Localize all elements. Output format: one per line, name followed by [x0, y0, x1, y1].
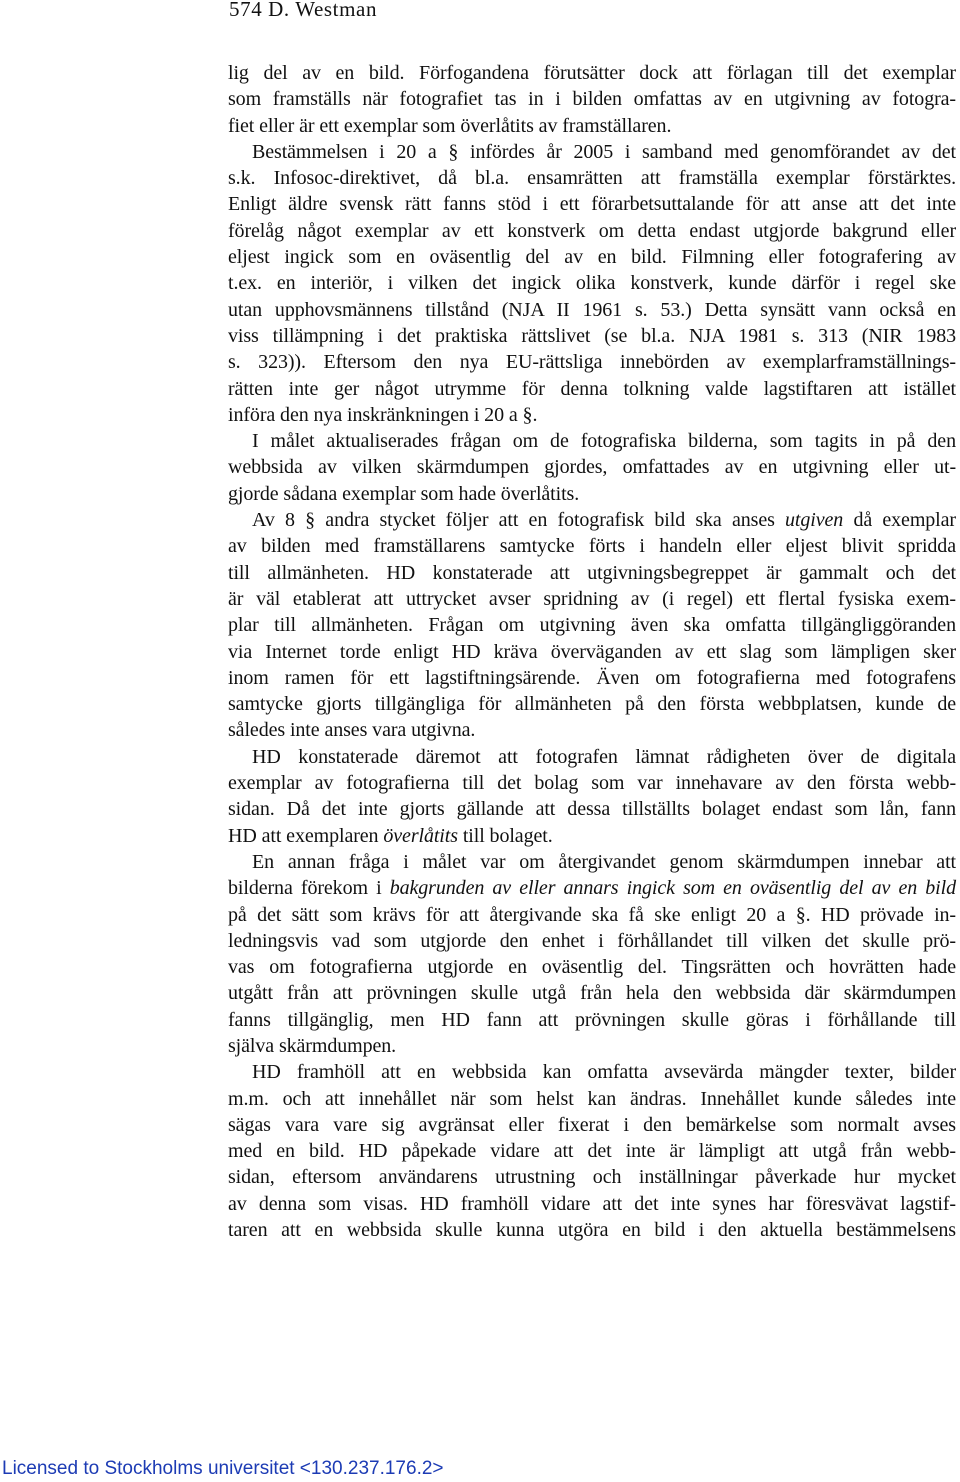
text-line: via Internet torde enligt HD kräva överväganden av ett slag som lämpligen sker: [228, 640, 956, 663]
text-run: Av 8 § andra stycket följer att en fotografisk bild ska anses: [252, 509, 786, 532]
text-line: som framställs när fotografiet tas in i bilden omfattas av en utgivning av fotogra-: [228, 88, 956, 111]
text-line: exemplar av fotografierna till det bolag som var innehavare av den första webb-: [228, 772, 956, 795]
text-line: på det sätt som krävs för att återgivande ska få ske enligt 20 a §. HD prövade in-: [228, 903, 956, 926]
text-line: eljest ingick som en oväsentlig del av en bild. Filmning eller fotografering av: [228, 246, 956, 269]
text-line: HD framhöll att en webbsida kan omfatta avsevärda mängder texter, bilder: [252, 1061, 956, 1084]
text-line: förelåg något exemplar av ett konstverk om detta endast utgjorde bakgrund eller: [228, 219, 956, 242]
text-line: samtycke gjorts tillgängliga för allmänheten på den första webbplatsen, kunde de: [228, 693, 956, 716]
italic-term: bakgrunden av eller annars ingick som en oväsentlig del av en bild: [389, 877, 956, 900]
text-line: [228, 875, 956, 901]
text-line: s. 323)). Eftersom den nya EU-rättsliga innebörden av exemplarframställnings-: [228, 351, 956, 374]
text-line: s.k. Infosoc-direktivet, då bl.a. ensamrätten att framställa exemplar förstärktes.: [228, 167, 956, 190]
text-line: plar till allmänheten. Frågan om utgivning även ska omfatta tillgängliggöranden: [228, 614, 956, 637]
text-line: En annan fråga i målet var om återgivandet genom skärmdumpen innebar att: [252, 850, 956, 873]
text-line: vas om fotografierna utgjorde en oväsentlig del. Tingsrätten och hovrätten hade: [228, 956, 956, 979]
text-line: införa den nya inskränkningen i 20 a §.: [228, 403, 538, 426]
text-line: t.ex. en interiör, i vilken det ingick olika konstverk, kunde därför i regel ske: [228, 272, 956, 295]
text-line: med en bild. HD påpekade vidare att det inte är lämpligt att utgå från webb-: [228, 1140, 956, 1163]
page-header: 574 D. Westman: [229, 0, 378, 21]
text-line: [228, 507, 956, 533]
text-line: sägas vara vare sig avgränsat eller fixerat i den bemärkelse som normalt avses: [228, 1113, 956, 1136]
text-line: m.m. och att innehållet när som helst kan ändras. Innehållet kunde således inte: [228, 1087, 956, 1110]
text-line: taren att en webbsida skulle kunna utgöra en bild i den aktuella bestämmelsens: [228, 1219, 956, 1242]
text-run: då exemplar: [843, 509, 956, 532]
text-line: utan upphovsmännens tillstånd (NJA II 1961 s. 53.) Detta synsätt vann också en: [228, 298, 956, 321]
text-line: Enligt äldre svensk rätt fanns stöd i ett förarbetsuttalande för att anse att det inte: [228, 193, 956, 216]
italic-term: överlåtits: [383, 824, 458, 847]
text-line: således inte anses vara utgivna.: [228, 719, 476, 742]
text-line: av bilden med framställarens samtycke förts i handeln eller eljest blivit spridda: [228, 535, 956, 558]
text-line: till allmänheten. HD konstaterade att utgivningsbegreppet är gammalt och det: [228, 561, 956, 584]
text-line: fanns tillgänglig, men HD fann att prövningen skulle göras i förhållande till: [228, 1008, 956, 1031]
text-line: ledningsvis vad som utgjorde den enhet i förhållandet till vilken det skulle prö-: [228, 929, 956, 952]
license-watermark: Licensed to Stockholms universitet <130.237.176.2>: [2, 1458, 444, 1479]
text-line: av denna som visas. HD framhöll vidare att det inte synes har föresvävat lagstif-: [228, 1192, 956, 1215]
text-run: bilderna förekom i: [228, 877, 390, 900]
text-run: HD att exemplaren: [228, 824, 384, 847]
text-line: sidan, eftersom användarens utrustning och inställningar påverkade hur mycket: [228, 1166, 956, 1189]
text-line: [228, 823, 956, 849]
article-body: [228, 60, 956, 1243]
text-line: lig del av en bild. Förfogandena förutsätter dock att förlagan till det exemplar: [228, 62, 956, 84]
text-line: viss tillämpning i det praktiska rättslivet (se bl.a. NJA 1981 s. 313 (NIR 1983: [228, 324, 956, 347]
text-line: HD konstaterade däremot att fotografen lämnat rådigheten över de digitala: [252, 745, 956, 768]
text-line: sidan. Då det inte gjorts gällande att dessa tillställts bolaget endast som lån, fann: [228, 798, 956, 821]
text-line: webbsida av vilken skärmdumpen gjordes, omfattades av en utgivning eller ut-: [228, 456, 956, 479]
italic-term: utgiven: [785, 509, 844, 532]
text-run: till bolaget.: [457, 824, 553, 847]
text-line: själva skärmdumpen.: [228, 1034, 397, 1057]
text-line: rätten inte ger något utrymme för denna tolkning valde lagstiftaren att istället: [228, 377, 956, 400]
text-line: Bestämmelsen i 20 a § infördes år 2005 i samband med genomförandet av det: [252, 140, 956, 163]
text-line: är väl etablerat att uttrycket avser spridning av (i regel) ett flertal fysiska exem-: [228, 587, 956, 610]
text-line: fiet eller är ett exemplar som överlåtits av framställaren.: [228, 114, 672, 137]
text-line: gjorde sådana exemplar som hade överlåtits.: [228, 482, 580, 505]
text-line: utgått från att prövningen skulle utgå från hela den webbsida där skärmdumpen: [228, 982, 956, 1005]
text-line: inom ramen för ett lagstiftningsärende. Även om fotografierna med fotografens: [228, 666, 956, 689]
text-line: I målet aktualiserades frågan om de fotografiska bilderna, som tagits in på den: [252, 430, 956, 453]
